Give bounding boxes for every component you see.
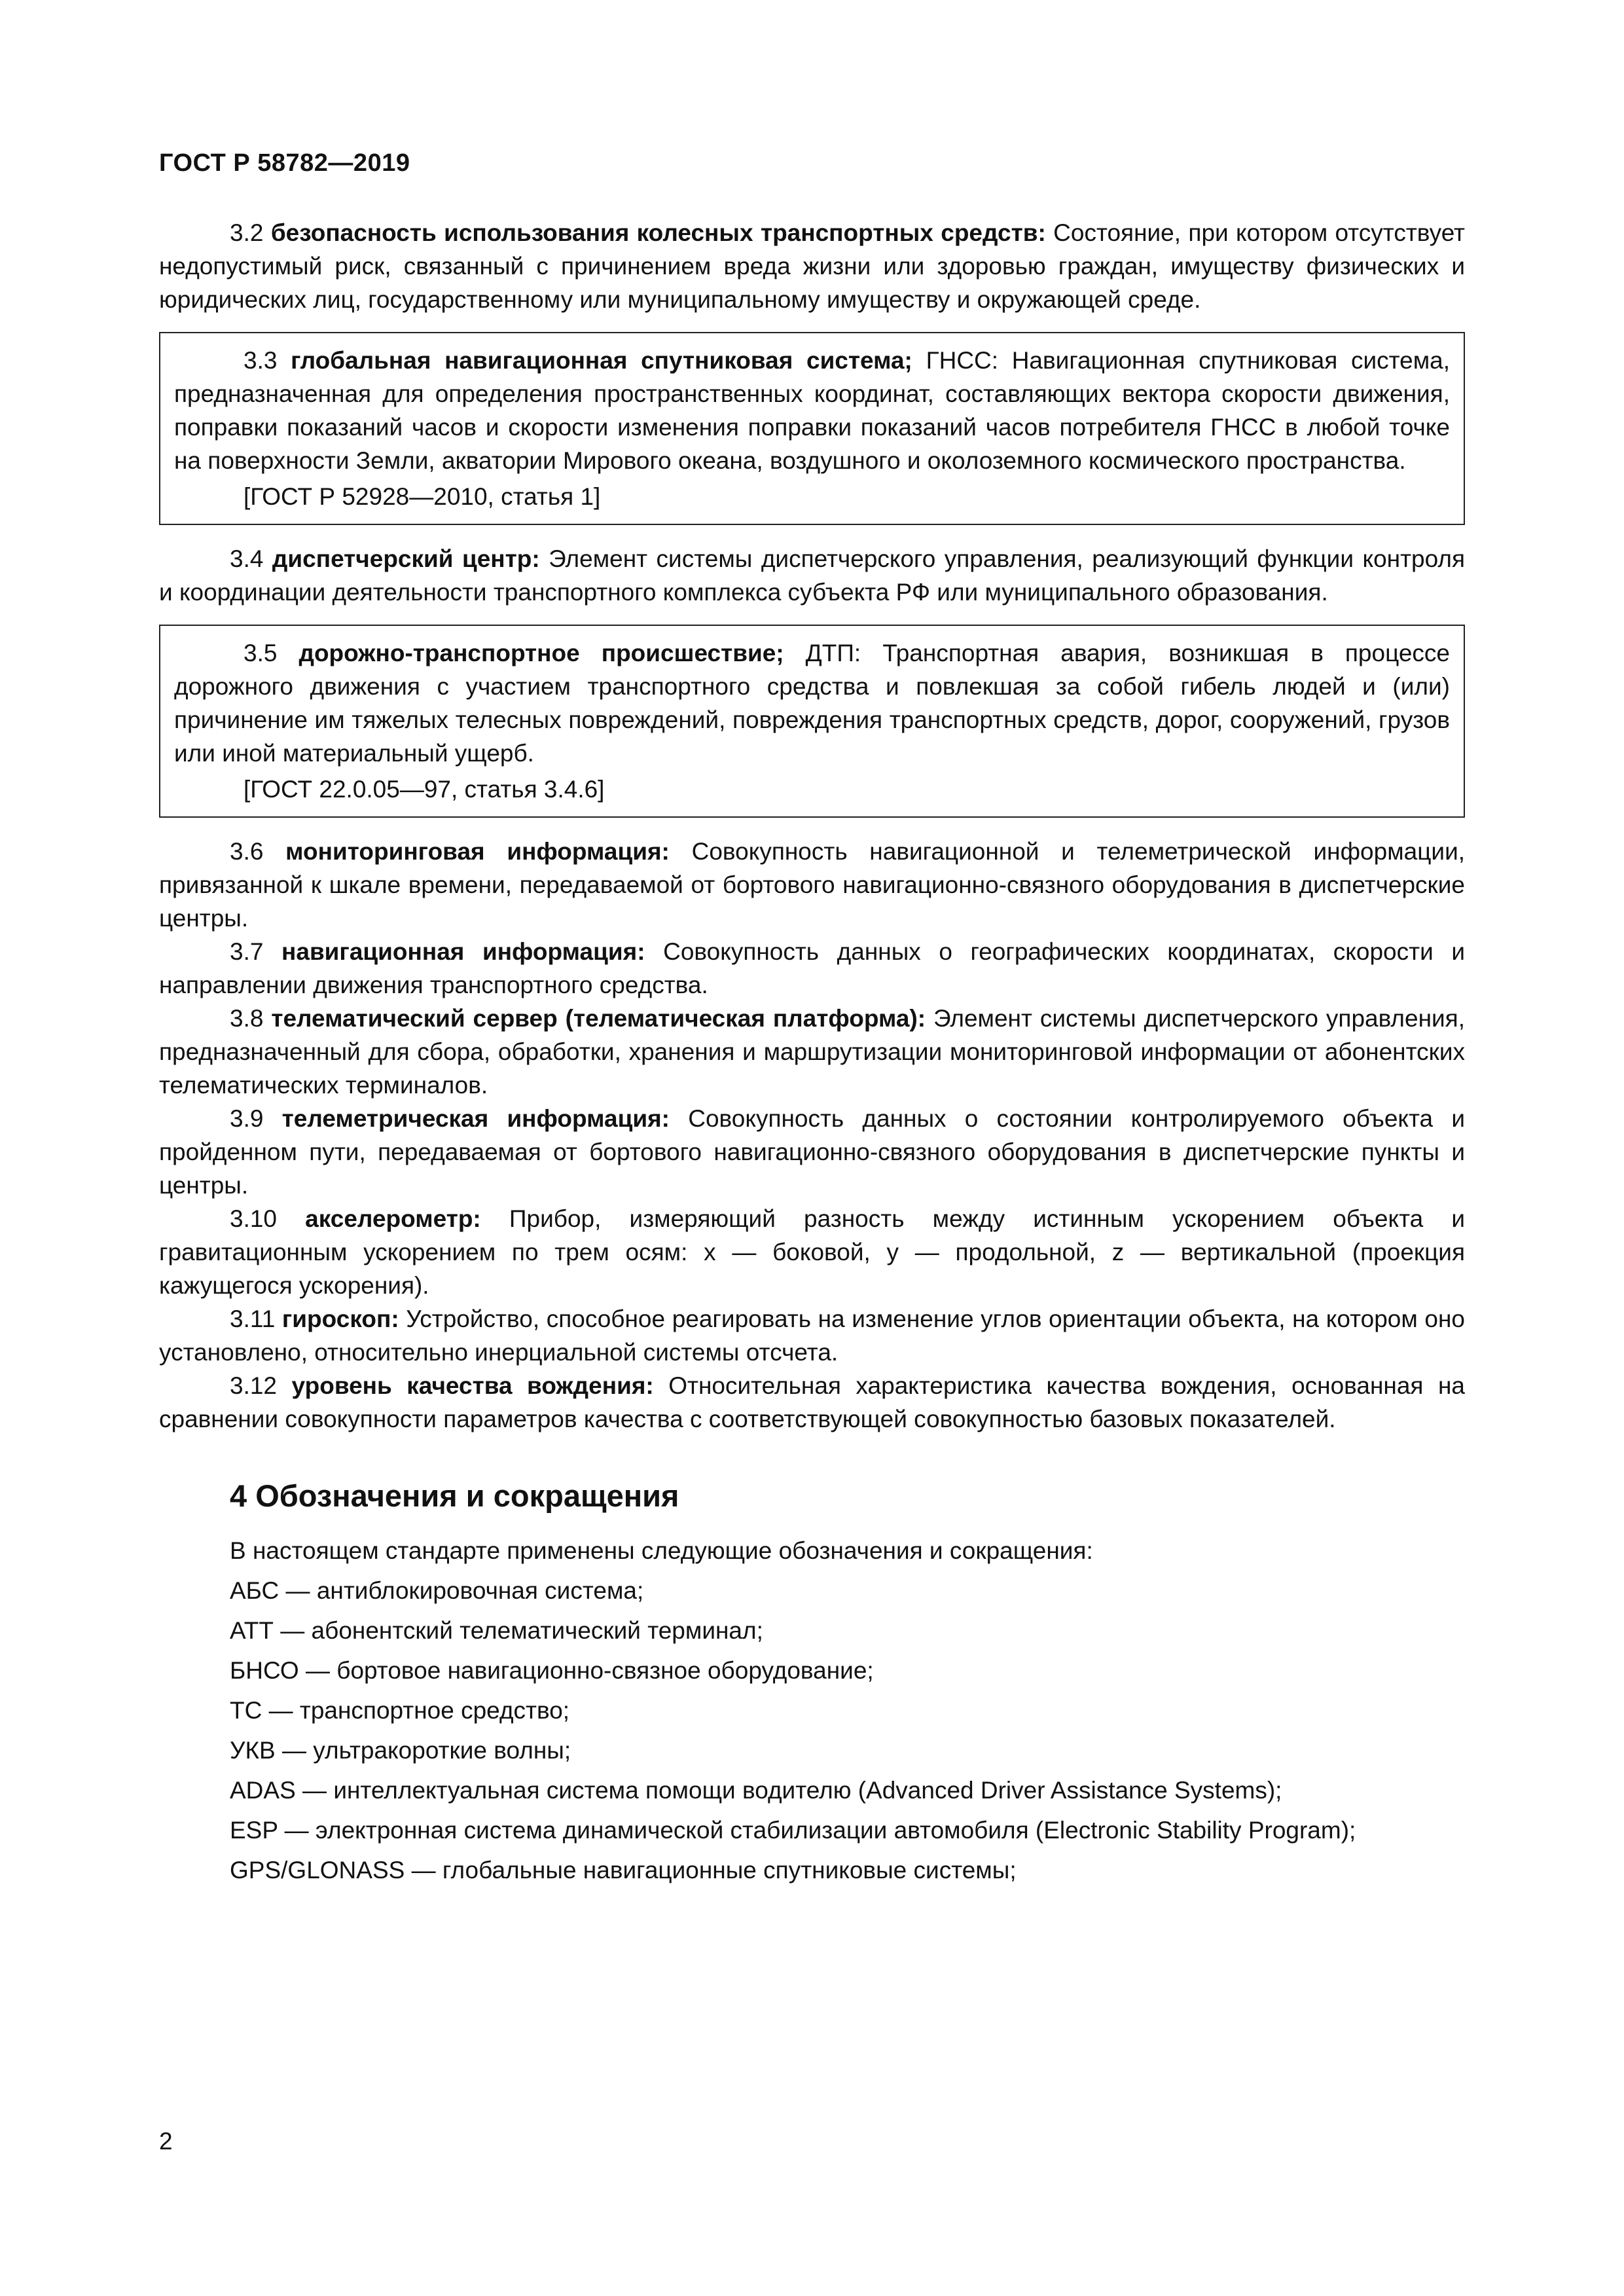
- definition-number: 3.9: [230, 1105, 264, 1132]
- definition-number: 3.12: [230, 1372, 278, 1399]
- abbreviation-item: АБС — антиблокировочная система;: [230, 1577, 644, 1604]
- abbreviation-item: БНСО — бортовое навигационно-связное оборудование;: [230, 1657, 874, 1684]
- definition-term: акселерометр:: [305, 1205, 481, 1232]
- abbreviation-item: УКВ — ультракороткие волны;: [230, 1737, 571, 1764]
- abbreviation-item: GPS/GLONASS — глобальные навигационные спутниковые системы;: [230, 1857, 1017, 1884]
- definition-term: гироскоп:: [281, 1305, 399, 1332]
- definition-number: 3.11: [230, 1305, 276, 1332]
- definition-3-11: [159, 1302, 1465, 1369]
- definition-term: диспетчерский центр:: [272, 545, 540, 572]
- definition-text: Устройство, способное реагировать на изменение углов ориентации объекта, на котором оно установлено, относительно инерциальной системы отсчета.: [159, 1305, 1465, 1366]
- abbreviation-item: ESP — электронная система динамической стабилизации автомобиля (Electronic Stability Program);: [230, 1817, 1356, 1844]
- definition-term: мониторинговая информация:: [285, 838, 670, 865]
- page-content: [159, 216, 1465, 1887]
- definition-number: 3.2: [230, 219, 264, 246]
- page-number: 2: [159, 2128, 173, 2155]
- definition-text: Элемент системы диспетчерского управления, предназначенный для сбора, обработки, хранения и маршрутизации мониторинговой информации от абонентских телематических терминалов.: [159, 1005, 1465, 1099]
- definition-term: телематический сервер (телематическая платформа):: [271, 1005, 926, 1032]
- definition-text: Прибор, измеряющий разность между истинным ускорением объекта и гравитационным ускорением по трем осям: x — боковой, y — продольной, z — вертикальной (проекция кажущегося ускорения).: [159, 1205, 1466, 1299]
- boxed-definition-3-3: [159, 332, 1465, 525]
- abbreviation-item: АТТ — абонентский телематический терминал;: [230, 1617, 763, 1644]
- definition-term: телеметрическая информация:: [281, 1105, 670, 1132]
- document-header: ГОСТ Р 58782—2019: [159, 149, 410, 177]
- definition-text: Совокупность данных о географических координатах, скорости и направлении движения транспортного средства.: [159, 938, 1465, 998]
- section-intro: В настоящем стандарте применены следующие обозначения и сокращения:: [230, 1537, 1093, 1564]
- definition-number: 3.10: [230, 1205, 278, 1232]
- definition-number: 3.5: [244, 640, 278, 666]
- definition-term: глобальная навигационная спутниковая система;: [291, 347, 912, 374]
- definition-text: Совокупность навигационной и телеметрической информации, привязанной к шкале времени, передаваемой от бортового навигационно-связного оборудования в диспетчерские центры.: [159, 838, 1466, 932]
- definition-3-10: [159, 1202, 1465, 1302]
- definition-number: 3.4: [230, 545, 264, 572]
- definition-3-8: [159, 1002, 1465, 1102]
- definition-3-9: [159, 1102, 1465, 1202]
- section-title: 4 Обозначения и сокращения: [230, 1478, 679, 1513]
- definition-3-3: [174, 344, 1450, 477]
- definition-3-2: [159, 216, 1465, 316]
- definition-term: навигационная информация:: [281, 938, 645, 965]
- definition-term: безопасность использования колесных транспортных средств:: [270, 219, 1046, 246]
- definition-term: дорожно-транспортное происшествие;: [298, 640, 784, 666]
- definition-number: 3.6: [230, 838, 264, 865]
- definition-number: 3.7: [230, 938, 264, 965]
- definition-text: Совокупность данных о состоянии контролируемого объекта и пройденном пути, передаваемая от бортового навигационно-связного оборудования в диспетчерские пункты и центры.: [159, 1105, 1465, 1199]
- boxed-definition-3-5: [159, 625, 1465, 818]
- definition-text: Состояние, при котором отсутствует недопустимый риск, связанный с причинением вреда жизни или здоровью граждан, имуществу физических и юридических лиц, государственному или муниципальному имуществу и окружающей среде.: [159, 219, 1465, 313]
- definition-text: ГНСС: Навигационная спутниковая система, предназначенная для определения пространственных координат, составляющих вектора скорости движения, поправки показаний часов и скорости изменения поправки показаний часов потребителя ГНСС в любой точке на поверхности Земли, акватории Мирового океана, воздушного и околоземного космического пространства.: [174, 347, 1451, 474]
- definition-3-12: [159, 1369, 1465, 1436]
- definition-3-5: [174, 636, 1450, 770]
- definition-text: Относительная характеристика качества вождения, основанная на сравнении совокупности параметров качества с соответствующей совокупностью базовых показателей.: [159, 1372, 1465, 1432]
- definition-number: 3.3: [244, 347, 278, 374]
- definition-text: Элемент системы диспетчерского управления, реализующий функции контроля и координации деятельности транспортного комплекса субъекта РФ или муниципального образования.: [159, 545, 1466, 606]
- definition-source: [ГОСТ 22.0.05—97, статья 3.4.6]: [244, 776, 605, 803]
- definition-number: 3.8: [230, 1005, 264, 1032]
- abbreviation-item: ТС — транспортное средство;: [230, 1697, 570, 1724]
- definition-source: [ГОСТ Р 52928—2010, статья 1]: [244, 483, 601, 510]
- definition-3-6: [159, 835, 1465, 935]
- definition-text: ДТП: Транспортная авария, возникшая в процессе дорожного движения с участием транспортного средства и повлекшая за собой гибель людей и (или) причинение им тяжелых телесных повреждений, повреждения транспортных средств, дорог, сооружений, грузов или иной материальный ущерб.: [174, 640, 1451, 767]
- definition-3-4: [159, 542, 1465, 609]
- definition-term: уровень качества вождения:: [291, 1372, 654, 1399]
- abbreviation-list: [159, 1574, 1465, 1887]
- abbreviation-item: ADAS — интеллектуальная система помощи водителю (Advanced Driver Assistance Systems);: [230, 1777, 1282, 1804]
- definition-3-7: [159, 935, 1465, 1002]
